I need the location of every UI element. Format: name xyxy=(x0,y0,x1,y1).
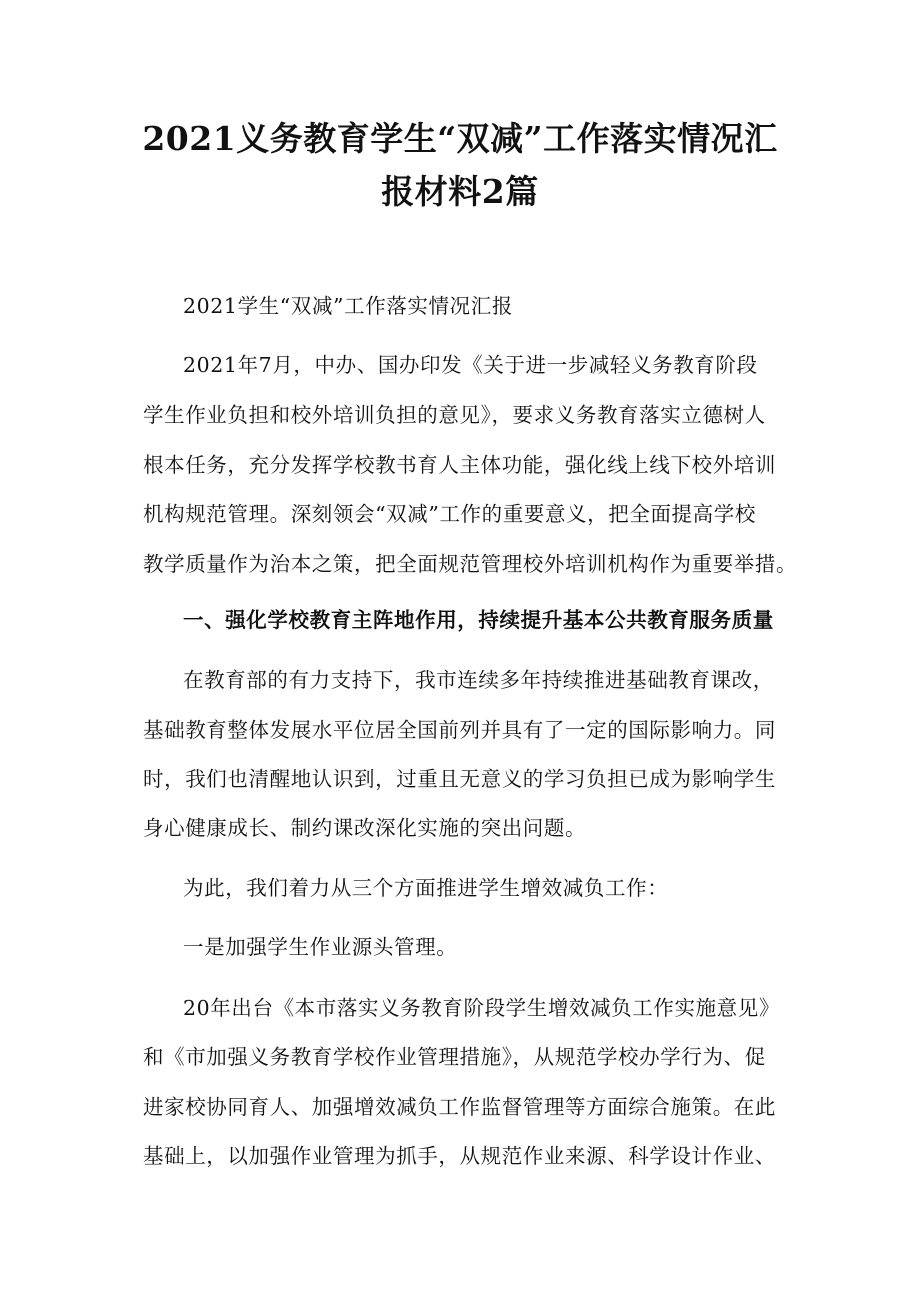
paragraph-1-line-2: 学生作业负担和校外培训负担的意见》，要求义务教育落实立德树人 xyxy=(143,403,766,427)
paragraph-1-line-3: 根本任务，充分发挥学校教书育人主体功能，强化线上线下校外培训 xyxy=(143,453,776,477)
paragraph-5-line-1: 20年出台《本市落实义务教育阶段学生增效减负工作实施意见》 xyxy=(183,996,780,1020)
section-subtitle: 2021学生“双减”工作落实情况汇报 xyxy=(183,294,513,318)
paragraph-2-line-3: 时，我们也清醒地认识到，过重且无意义的学习负担已成为影响学生 xyxy=(143,767,776,791)
paragraph-1-line-5: 教学质量作为治本之策，把全面规范管理校外培训机构作为重要举措。 xyxy=(143,552,798,576)
paragraph-2-line-1: 在教育部的有力支持下，我市连续多年持续推进基础教育课改， xyxy=(183,668,774,692)
paragraph-2-line-4: 身心健康成长、制约课改深化实施的突出问题。 xyxy=(143,816,587,840)
paragraph-1-line-1: 2021年7月，中办、国办印发《关于进一步减轻义务教育阶段 xyxy=(183,353,758,377)
document-title xyxy=(100,112,820,218)
paragraph-4: 一是加强学生作业源头管理。 xyxy=(183,935,458,959)
paragraph-2-line-2: 基础教育整体发展水平位居全国前列并具有了一定的国际影响力。同 xyxy=(143,718,776,742)
paragraph-3: 为此，我们着力从三个方面推进学生增效减负工作： xyxy=(183,876,669,900)
section-heading-1: 一、强化学校教育主阵地作用，持续提升基本公共教育服务质量 xyxy=(183,608,774,632)
title-line-1: 2021义务教育学生“双减”工作落实情况汇 xyxy=(142,119,778,158)
paragraph-1-line-4: 机构规范管理。深刻领会“双减”工作的重要意义，把全面提高学校 xyxy=(143,502,756,526)
paragraph-5-line-3: 进家校协同育人、加强增效减负工作监督管理等方面综合施策。在此 xyxy=(143,1095,776,1119)
paragraph-5-line-4: 基础上，以加强作业管理为抓手，从规范作业来源、科学设计作业、 xyxy=(143,1144,776,1168)
paragraph-5-line-2: 和《市加强义务教育学校作业管理措施》，从规范学校办学行为、促 xyxy=(143,1045,766,1069)
title-line-2: 报材料2篇 xyxy=(381,172,539,211)
